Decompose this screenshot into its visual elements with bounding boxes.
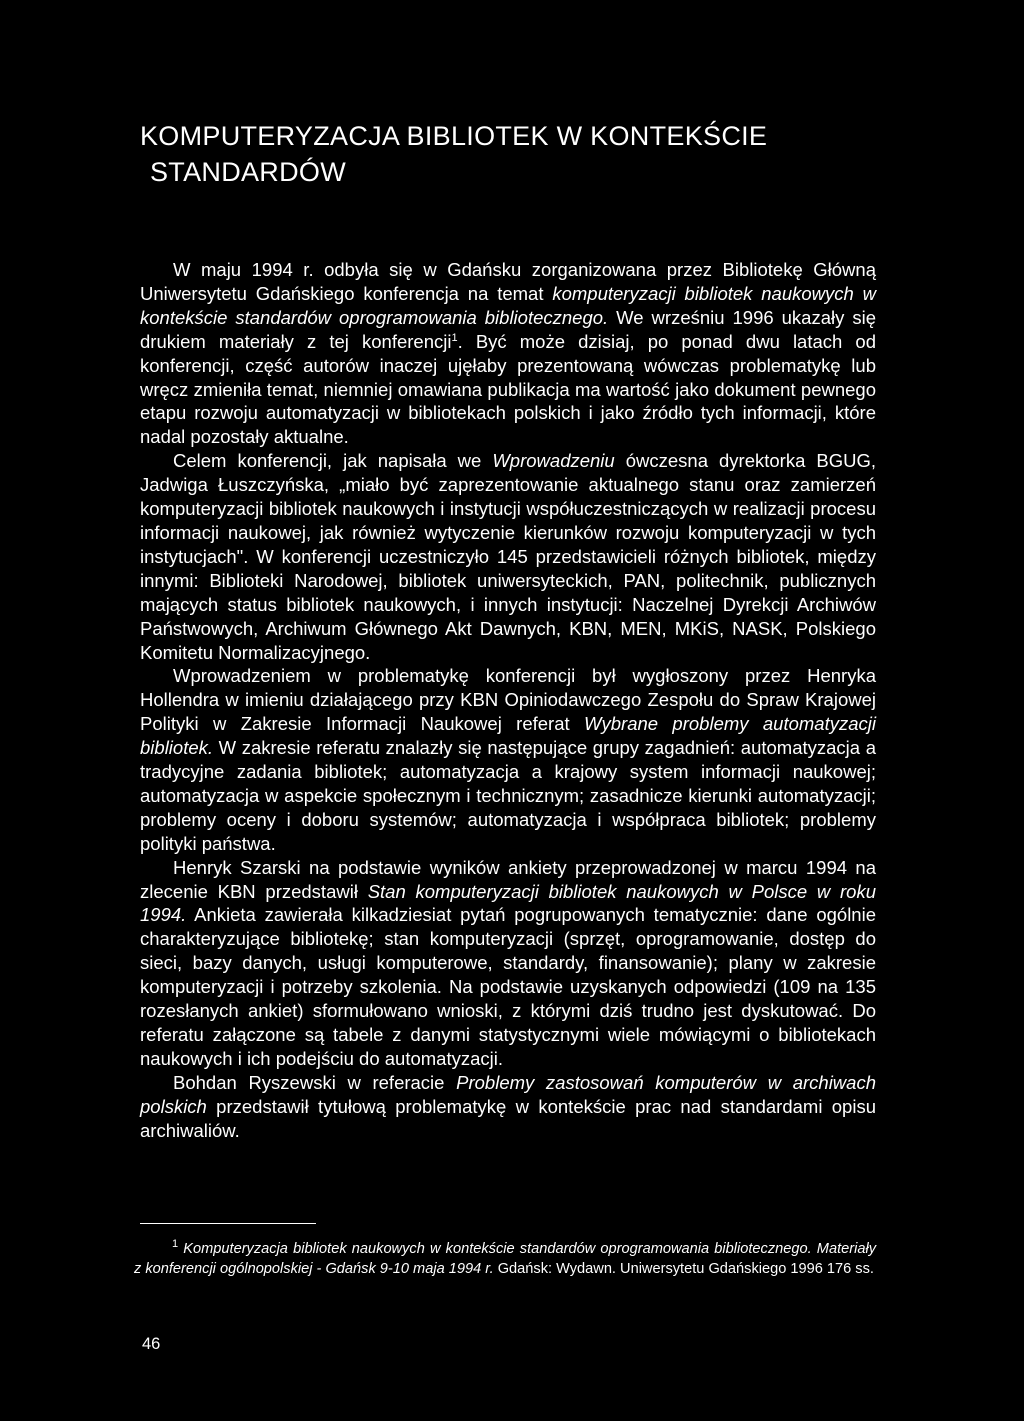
footnote-reference: 1 <box>451 331 458 344</box>
footnote-mark: 1 <box>172 1238 179 1251</box>
paragraph-2-text-a: Celem konferencji, jak napisała we <box>173 450 493 472</box>
paragraph-2 <box>140 449 876 664</box>
paragraph-1 <box>140 258 876 449</box>
paragraph-3 <box>140 664 876 855</box>
footnote-text <box>134 1240 876 1279</box>
page-title <box>140 118 860 190</box>
paragraph-4-text-b: Ankieta zawierała kilkadziesiat pytań pogrupowanych tematycznie: dane ogólnie charakteryzujące bibliotekę; stan komputeryzacji (sprzęt, oprogramowanie, dostęp do sieci, bazy danych, usługi komputerowe, standardy, finansowanie); plany w zakresie komputeryzacji i potrzeby szkolenia. Na podstawie uzyskanych odpowiedzi (109 na 135 rozesłanych ankiet) sformułowano wnioski, z którymi dziś trudno jest dyskutować. Do referatu załączone są tabele z danymi statystycznymi wiele mówiącymi o bibliotekach naukowych i ich podejściu do automatyzacji. <box>140 904 876 1069</box>
footnote-italic: Komputeryzacja bibliotek naukowych w kontekście standardów oprogramowania bibliotecznego. Materiały z konferencji ogólnopolskiej - Gdańsk 9-10 maja 1994 r. <box>134 1241 876 1277</box>
footnote-publisher: Gdańsk: Wydawn. Uniwersytetu Gdańskiego 1996 176 ss. <box>493 1260 874 1277</box>
paragraph-4-text-a: Henryk Szarski na podstawie wyników ankiety przeprowadzonej w marcu 1994 na zlecenie KBN przedstawił <box>140 856 876 902</box>
paragraph-4 <box>140 856 876 1071</box>
footnote-divider <box>140 1223 316 1224</box>
page-title-line-2: STANDARDÓW <box>150 157 346 187</box>
paragraph-1-italic: komputeryzacji bibliotek naukowych w kontekście standardów oprogramowania bibliotecznego. <box>140 282 876 328</box>
paragraph-5 <box>140 1071 876 1143</box>
paragraph-4-italic: Stan komputeryzacji bibliotek naukowych w Polsce w roku 1994. <box>140 880 876 926</box>
paragraph-5-italic: Problemy zastosowań komputerów w archiwach polskich <box>140 1071 876 1117</box>
paragraph-5-text-b: przedstawił tytułową problematykę w kontekście prac nad standardami opisu archiwaliów. <box>140 1095 876 1141</box>
paragraph-3-italic: Wybrane problemy automatyzacji bibliotek. <box>140 713 876 759</box>
article-body <box>140 258 876 1143</box>
paragraph-1-text-a: W maju 1994 r. odbyła się w Gdańsku zorganizowana przez Bibliotekę Główną Uniwersytetu Gdańskiego konferencja na temat <box>140 259 876 304</box>
paragraph-5-text-a: Bohdan Ryszewski w referacie <box>173 1071 457 1093</box>
paragraph-1-text-c: . Być może dzisiaj, po ponad dwu latach od konferencji, część autorów inaczej ujęłaby prezentowaną wówczas problematykę lub wręcz zmieniła temat, niemniej omawiana publikacja ma wartość jako dokument pewnego etapu rozwoju automatyzacji w bibliotekach polskich i jako źródło tych informacji, które nadal pozostały aktualne. <box>140 330 876 448</box>
page-title-line-1: KOMPUTERYZACJA BIBLIOTEK W KONTEKŚCIE <box>140 121 768 151</box>
paragraph-2-italic: Wprowadzeniu <box>492 450 615 472</box>
paragraph-3-text-b: W zakresie referatu znalazły się następujące grupy zagadnień: automatyzacja a tradycyjne zadania bibliotek; automatyzacja a krajowy system informacji naukowej; automatyzacja w aspekcie społecznym i technicznym; zasadnicze kierunki automatyzacji; problemy oceny i doboru systemów; automatyzacja i współpraca bibliotek; problemy polityki państwa. <box>140 737 876 854</box>
page-number: 46 <box>142 1335 161 1353</box>
paragraph-2-text-b: ówczesna dyrektorka BGUG, Jadwiga Łuszczyńska, „miało być zaprezentowanie aktualnego stanu oraz zamierzeń komputeryzacji bibliotek naukowych i instytucji współuczestniczących w realizacji procesu informacji naukowej, jak również wytyczenie kierunków rozwoju komputeryzacji w tych instytucjach". W konferencji uczestniczyło 145 przedstawicieli różnych bibliotek, między innymi: Biblioteki Narodowej, bibliotek uniwersyteckich, PAN, politechnik, publicznych mających status bibliotek naukowych, i innych instytucji: Naczelnej Dyrekcji Archiwów Państwowych, Archiwum Głównego Akt Dawnych, KBN, MEN, MKiS, NASK, Polskiego Komitetu Normalizacyjnego. <box>140 450 877 663</box>
footnote <box>134 1240 876 1279</box>
paragraph-1-text-b: We wrześniu 1996 ukazały się drukiem materiały z tej konferencji <box>140 306 876 352</box>
paragraph-3-text-a: Wprowadzeniem w problematykę konferencji był wygłoszony przez Henryka Hollendra w imieniu działającego przy KBN Opiniodawczego Zespołu do Spraw Krajowej Polityki w Zakresie Informacji Naukowej referat <box>140 665 876 735</box>
